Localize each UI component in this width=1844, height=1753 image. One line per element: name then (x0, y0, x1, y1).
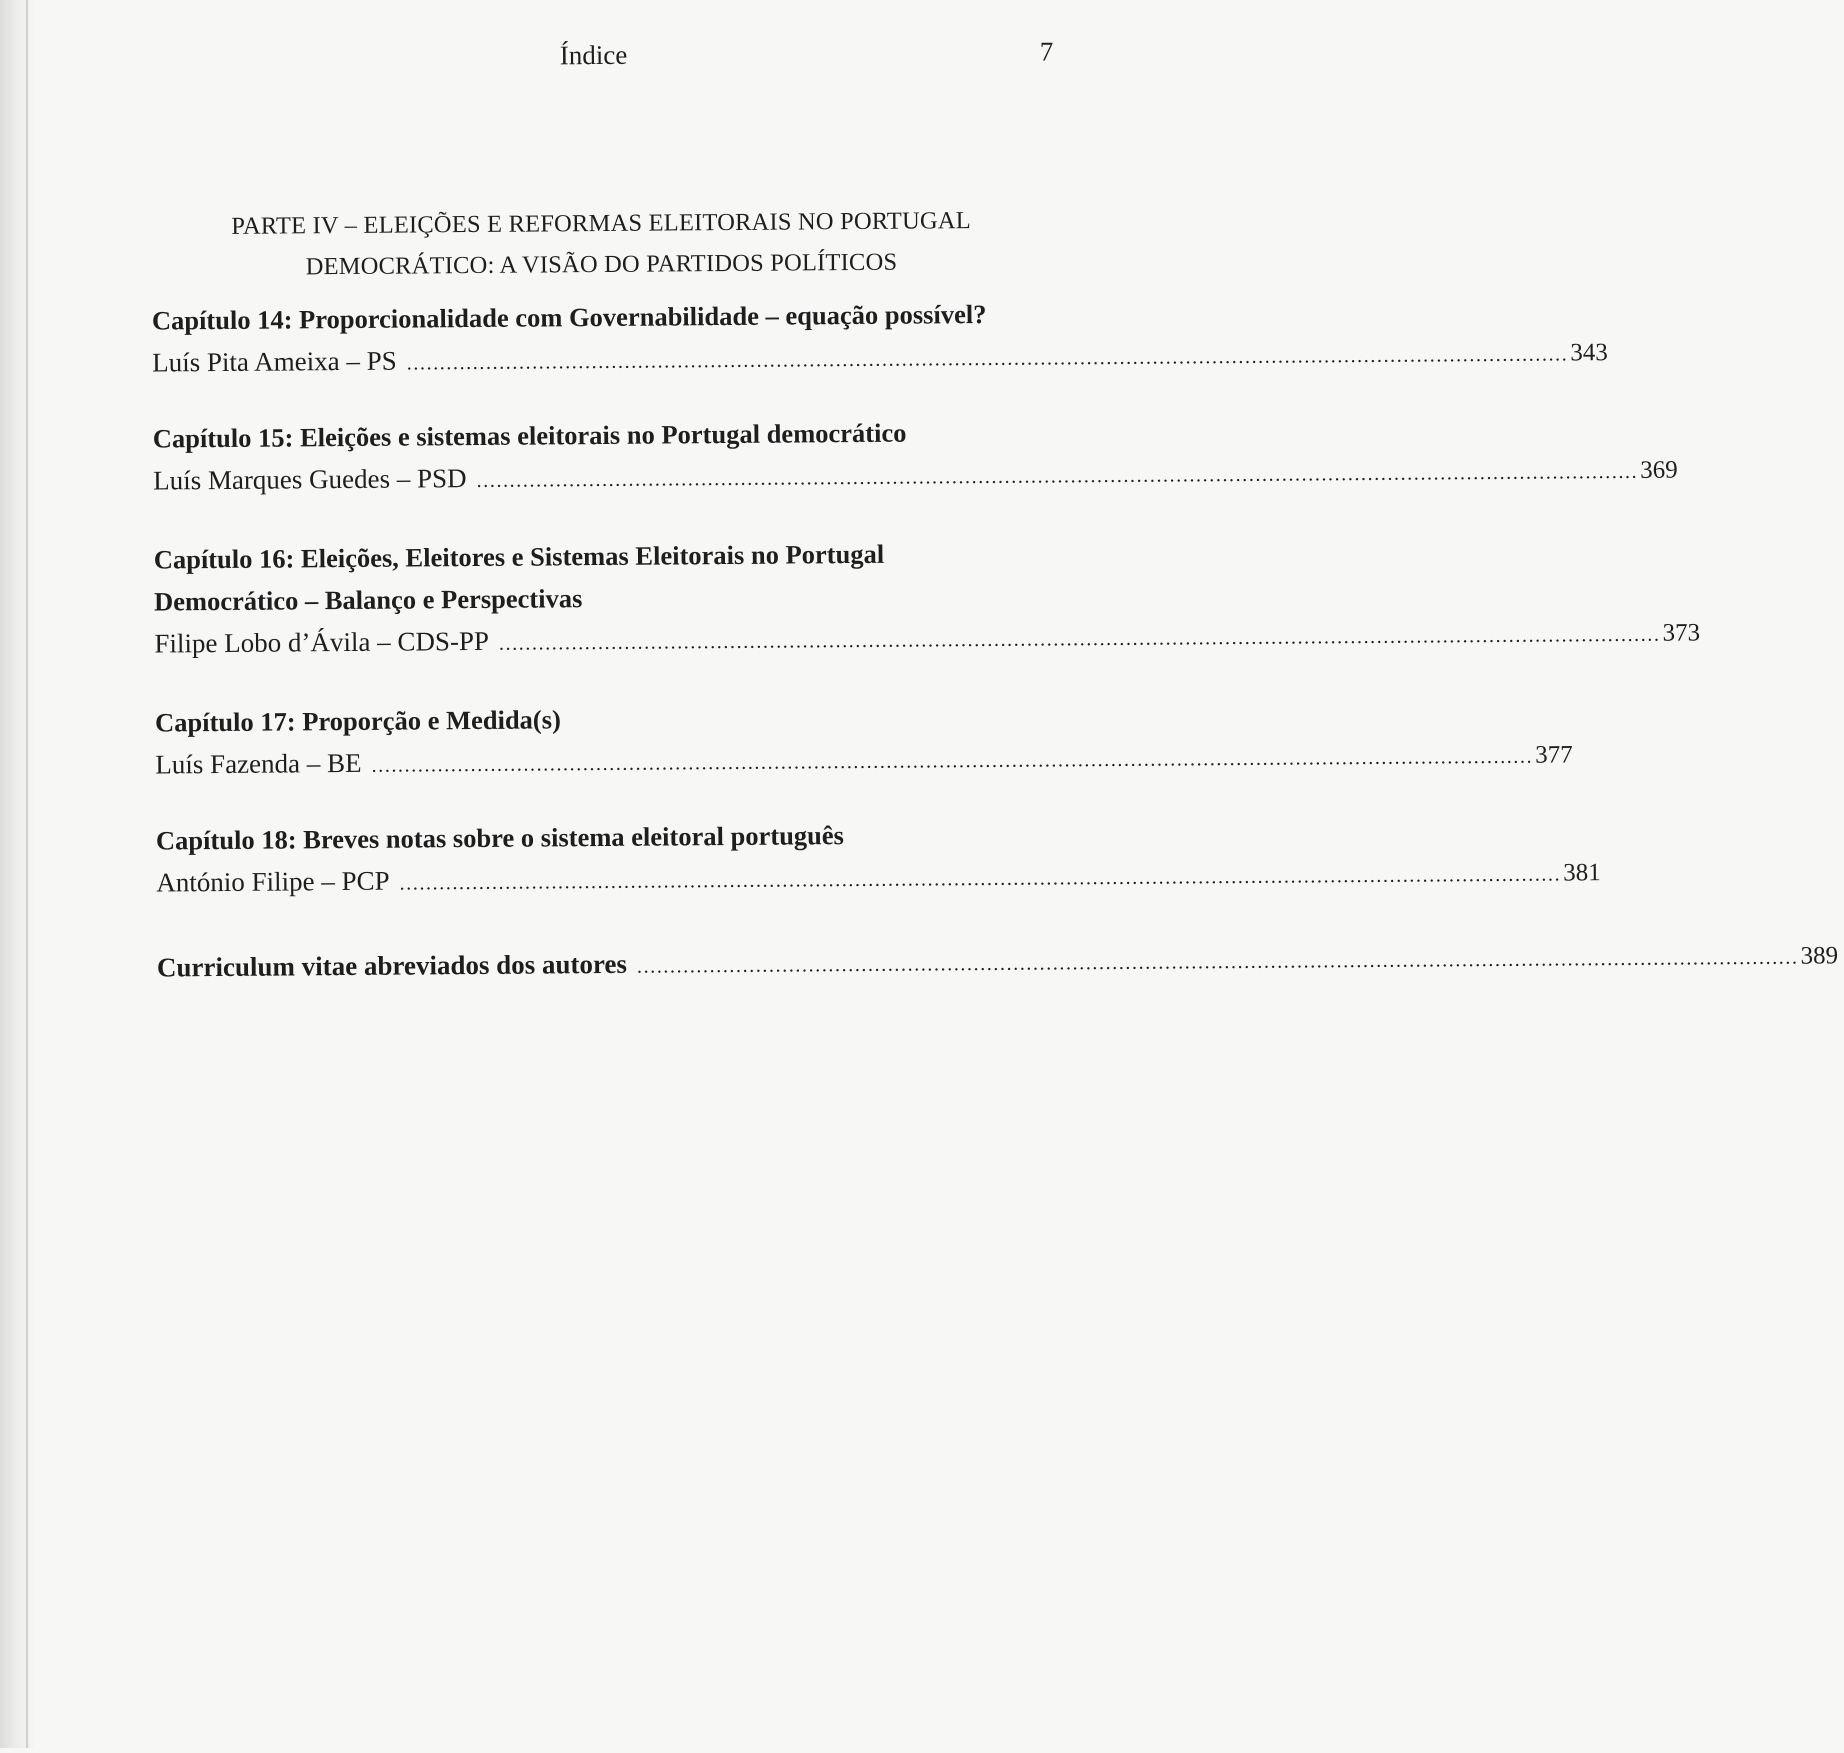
chapter-title: Capítulo 14: Proporcionalidade com Governabilidade – equação possível? (151, 298, 987, 336)
dot-leader: ................................................................................................................................................................................ (476, 460, 1639, 492)
toc-author-line[interactable] (155, 736, 1573, 788)
chapter-title: Capítulo 16: Eleições, Eleitores e Sistemas Eleitorais no Portugal (153, 538, 885, 575)
toc-author-line[interactable] (154, 615, 1701, 667)
part-heading (151, 199, 1052, 288)
dot-leader: ................................................................................................................................................................................ (498, 623, 1661, 655)
part-heading-line-1: PARTE IV – ELEIÇÕES E REFORMAS ELEITORAIS NO PORTUGAL (231, 207, 971, 240)
dot-leader: ................................................................................................................................................................................ (399, 863, 1562, 895)
chapter-title: Capítulo 15: Eleições e sistemas eleitorais no Portugal democrático (152, 417, 907, 454)
toc-entry-chapter-18[interactable] (155, 812, 1601, 906)
chapter-page-number: 343 (1570, 339, 1608, 367)
toc-entry-chapter-15[interactable] (152, 410, 1678, 504)
chapter-page-number: 377 (1535, 741, 1573, 769)
toc-author-line[interactable] (156, 854, 1601, 906)
toc-entry-chapter-16[interactable] (153, 531, 1701, 667)
curriculum-label: Curriculum vitae abreviados dos autores (156, 948, 628, 983)
chapter-author: Luís Marques Guedes – PSD (153, 463, 467, 496)
curriculum-page-number: 389 (1800, 942, 1839, 970)
toc-author-line[interactable] (153, 452, 1678, 504)
chapter-page-number: 373 (1662, 619, 1701, 647)
chapter-author: Luís Fazenda – BE (155, 747, 362, 780)
dot-leader: ................................................................................................................................................................................ (371, 745, 1534, 777)
chapter-page-number: 369 (1640, 456, 1678, 484)
toc-author-line[interactable] (152, 334, 1608, 386)
chapter-author: Filipe Lobo d’Ávila – CDS-PP (154, 625, 490, 659)
page-number: 7 (1039, 36, 1054, 67)
chapter-page-number: 381 (1563, 859, 1601, 887)
dot-leader: ................................................................................................................................................................................ (636, 946, 1799, 978)
toc-curriculum-line[interactable] (156, 939, 1839, 991)
running-header-title: Índice (559, 39, 628, 71)
chapter-title: Capítulo 18: Breves notas sobre o sistema eleitoral português (155, 820, 845, 856)
chapter-title: Capítulo 17: Proporção e Medida(s) (154, 704, 561, 738)
toc-entry-chapter-17[interactable] (154, 694, 1573, 788)
part-heading-line-2: DEMOCRÁTICO: A VISÃO DO PARTIDOS POLÍTICOS (305, 248, 898, 281)
chapter-author: António Filipe – PCP (156, 865, 390, 898)
toc-entry-chapter-14[interactable] (151, 292, 1608, 386)
chapter-title-continued: Democrático – Balanço e Perspectivas (153, 583, 583, 617)
toc-entry-curriculum[interactable] (156, 939, 1839, 991)
chapter-author: Luís Pita Ameixa – PS (152, 345, 397, 378)
dot-leader: ................................................................................................................................................................................ (406, 343, 1569, 375)
